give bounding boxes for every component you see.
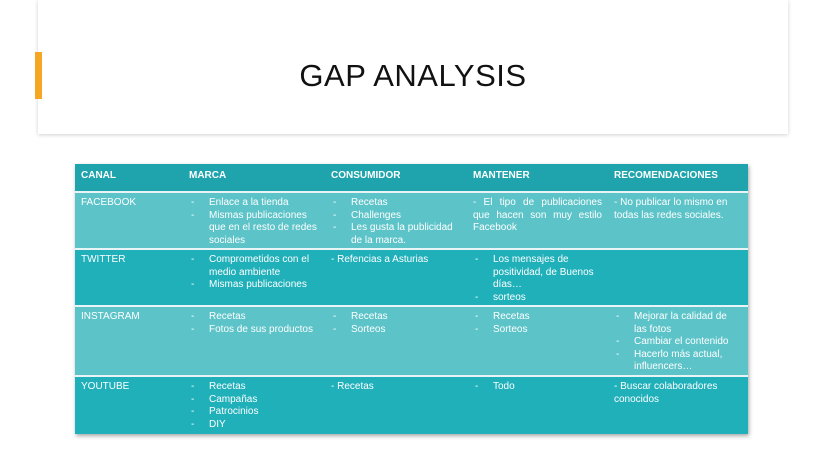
cell-canal: YOUTUBE: [81, 381, 130, 392]
list-item: - Sorteos: [331, 324, 461, 337]
gap-analysis-table: [75, 164, 748, 434]
cell-recomendaciones: [608, 250, 748, 305]
list-item: - Recetas: [189, 381, 319, 394]
cell-consumidor: - Refencias a Asturias: [331, 254, 429, 265]
header-canal: CANAL: [81, 170, 116, 181]
title-area: [38, 0, 788, 134]
list-item: - Les gusta la publicidad de la marca.: [331, 222, 461, 247]
list-item: - Campañas: [189, 394, 319, 407]
table-row: [75, 250, 748, 307]
list-item: - Recetas: [189, 311, 319, 324]
cell-recomendaciones: - No publicar lo mismo en todas las redes sociales.: [614, 197, 728, 221]
list-item: - Recetas: [331, 311, 461, 324]
table-header-row: [75, 164, 748, 193]
list-item: - Comprometidos con el medio ambiente: [189, 254, 319, 279]
table-row: [75, 307, 748, 377]
header-consumidor: CONSUMIDOR: [331, 170, 401, 181]
cell-consumidor: - Recetas: [331, 381, 374, 392]
cell-marca: [183, 193, 325, 248]
list-item: - sorteos: [473, 292, 602, 305]
cell-mantener: [467, 377, 608, 434]
cell-marca: [183, 307, 325, 375]
cell-canal: INSTAGRAM: [81, 311, 140, 322]
list-item: - Los mensajes de positividad, de Buenos días…: [473, 254, 602, 292]
page-title: GAP ANALYSIS: [299, 58, 527, 93]
cell-mantener: [467, 250, 608, 305]
accent-bar: [35, 52, 42, 99]
cell-canal: TWITTER: [81, 254, 126, 265]
cell-canal: FACEBOOK: [81, 197, 137, 208]
list-item: - Enlace a la tienda: [189, 197, 319, 210]
list-item: - DIY: [189, 419, 319, 432]
list-item: - Challenges: [331, 210, 461, 223]
list-item: - Mismas publicaciones: [189, 279, 319, 292]
cell-mantener: - El tipo de publicaciones que hacen son muy estilo Facebook: [473, 197, 602, 233]
list-item: - Sorteos: [473, 324, 602, 337]
cell-consumidor: [325, 307, 467, 375]
cell-marca: [183, 377, 325, 434]
header-mantener: MANTENER: [473, 170, 530, 181]
list-item: - Recetas: [331, 197, 461, 210]
cell-recomendaciones: - Buscar colaboradores conocidos: [614, 381, 718, 405]
cell-recomendaciones: [608, 307, 748, 375]
header-marca: MARCA: [189, 170, 227, 181]
cell-mantener: [467, 307, 608, 375]
list-item: - Cambiar el contenido: [614, 336, 742, 349]
list-item: - Mejorar la calidad de las fotos: [614, 311, 742, 336]
list-item: - Fotos de sus productos: [189, 324, 319, 337]
table-row: [75, 193, 748, 250]
cell-marca: [183, 250, 325, 305]
list-item: - Todo: [473, 381, 602, 394]
list-item: - Mismas publicaciones que en el resto de redes sociales: [189, 210, 319, 248]
header-recomendaciones: RECOMENDACIONES: [614, 170, 718, 181]
list-item: - Hacerlo más actual, influencers…: [614, 349, 742, 374]
list-item: - Recetas: [473, 311, 602, 324]
table-row: [75, 377, 748, 434]
cell-consumidor: [325, 193, 467, 248]
list-item: - Patrocinios: [189, 406, 319, 419]
